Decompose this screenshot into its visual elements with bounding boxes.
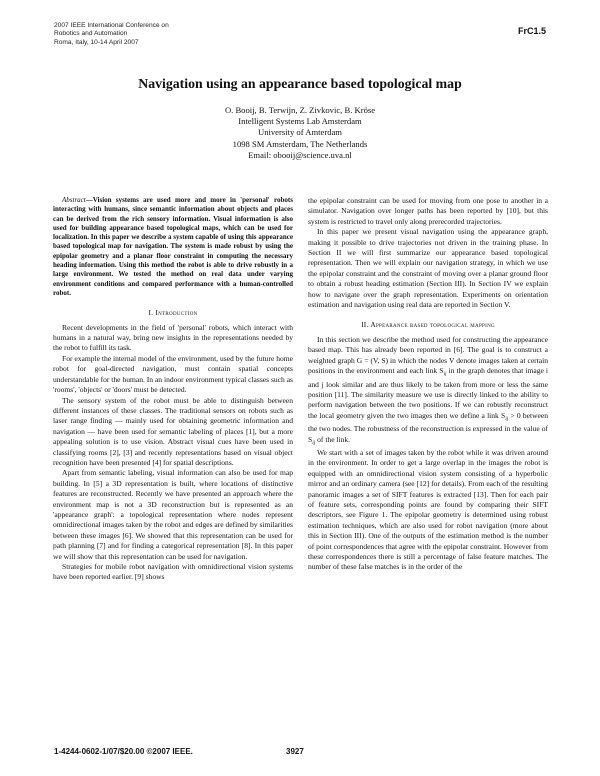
footer-copyright: 1-4244-0602-1/07/$20.00 ©2007 IEEE. <box>54 747 193 756</box>
author-email: Email: obooij@science.uva.nl <box>248 149 352 160</box>
page-number: 3927 <box>286 747 304 756</box>
paragraph: We start with a set of images taken by the robot while it was driven around in the environment. In order to get a large overlap in the images the robot is equipped with an omnidirectional vision system consisting of a hyperbolic mirror and an ordinary camera (see [12] for details). From each of the resulting panoramic images a set of SIFT features is extracted [13]. Then for each pair of feature sets, corresponding points are found by comparing their SIFT descriptors, see Figure 1. The epipolar geometry is determined using robust estimation techniques, which are also used for robot navigation (more about this in Section III). One of the outputs of the estimation method is the number of point correspondences that agree with the epipolar constraint. However from these correspondences there is still a percentage of false feature matches. The number of these false matches is in the order of the <box>308 447 548 572</box>
paper-title: Navigation using an appearance based topological map <box>138 76 462 91</box>
left-column <box>53 196 293 583</box>
paragraph: the epipolar constraint can be used for moving from one pose to another in a simulator. Navigation over longer paths has been reported by [10], but this system is restricted to travel only along prerecorded trajectories. <box>308 196 548 226</box>
subscript: ij <box>443 371 447 378</box>
text-run: in the graph denotes that image i and j look similar and are thus likely to be taken from more or less the same position [11]. The similarity measure we use is directly linked to the ability to perform navigation between the two positions. If we can robustly reconstruct the local geometry given the two images then we define a link S <box>308 366 548 420</box>
paragraph: In this paper we present visual navigation using the appearance graph, making it possible to drive trajectories not driven in the training phase. In Section II we will first summarize our appearance based topological representation. Then we will explain our navigation strategy, in which we use the epipolar constraint and the constraint of moving over a planar ground floor to obtain a robust heading estimation (Section III). In Section IV we explain how to navigate over the graph representation. Experiments on orientation estimation and navigation using real data are reported in Section V. <box>308 227 548 310</box>
abstract <box>53 196 293 298</box>
conference-info <box>54 22 169 47</box>
text-run: In this section we describe the method used for constructing the appearance based map. This has already been reported in [6]. The goal is to construct a weighted graph G = (V, S) in which the nodes V denote images taken at certain positions in the environment and each link S <box>308 334 548 376</box>
author-address: 1098 SM Amsterdam, The Netherlands <box>232 138 368 149</box>
author-names: O. Booij, B. Terwijn, Z. Zivkovic, B. Kröse <box>224 105 376 115</box>
section-heading-introduction: I. Introduction <box>148 308 198 318</box>
paper-id: FrC1.5 <box>517 26 546 36</box>
paragraph: The sensory system of the robot must be able to distinguish between different instances of these classes. The traditional sensors on robots such as laser range finding — mainly used for obtaining geometric information and navigation — have been used for semantic labeling of places [1], but a more appealing solution is to use vision. Abstract visual cues have been used in classifying rooms [2], [3] and recently representations based on visual object recognition have been presented [4] for spatial descriptions. <box>53 395 293 467</box>
text-run: > 0 between the two nodes. The robustness of the reconstruction is expressed in the value of S <box>308 410 548 444</box>
paragraph <box>308 335 548 448</box>
author-lab: Intelligent Systems Lab Amsterdam <box>238 116 362 127</box>
author-block <box>0 105 600 161</box>
abstract-text: —Vision systems are used more and more in 'personal' robots interacting with humans, since semantic information about objects and places can be derived from the rich sensory information. Visual information is also used for building appearance based topological maps, which can be used for localization. In this paper we describe a system capable of using this appearance based topological map for navigation. The system is made robust by using the epipolar geometry and a planar floor constraint in computing the necessary heading information. Using this method the robot is able to drive robustly in a large environment. We tested the method on real data under varying environment conditions and compared performance with a human-controlled robot. <box>53 196 293 297</box>
author-university: University of Amterdam <box>257 127 342 138</box>
conference-line: Roma, Italy, 10-14 April 2007 <box>54 38 139 46</box>
subscript: ij <box>312 439 316 446</box>
conference-line: Robotics and Automation <box>54 30 128 38</box>
paragraph: Strategies for mobile robot navigation with omnidirectional vision systems have been reported earlier. [9] shows <box>53 562 293 582</box>
text-run: of the link. <box>315 434 351 444</box>
subscript: ij <box>505 415 509 422</box>
paragraph: Apart from semantic labeling, visual information can also be used for map building. In [5] a 3D representation is built, where locations of distinctive features are reconstructed. Recently we have presented an approach where the environment map is not a 3D reconstruction but is represented as an 'appearance graph': a topological representation where nodes represent omnidirectional images taken by the robot and edges are defined by similarities between these images [6]. We showed that this representation can be used for path planning [7] and for finding a categorical representation [8]. In this paper we will show that this representation can be used for navigation. <box>53 468 293 561</box>
conference-line: 2007 IEEE International Conference on <box>54 22 169 29</box>
right-column <box>308 196 548 573</box>
paragraph: For example the internal model of the environment, used by the future home robot for goal-directed navigation, must contain spatial concepts understandable for the human. In an indoor environment typical classes such as 'rooms', 'objects' or 'doors' must be detected. <box>53 353 293 395</box>
abstract-label: Abstract <box>62 196 86 204</box>
section-heading-mapping: II. Appearance based topological mapping <box>361 320 495 330</box>
paragraph: Recent developments in the field of 'personal' robots, which interact with humans in a natural way, bring new insights in the representations needed by the robot to fulfill its task. <box>53 322 293 353</box>
